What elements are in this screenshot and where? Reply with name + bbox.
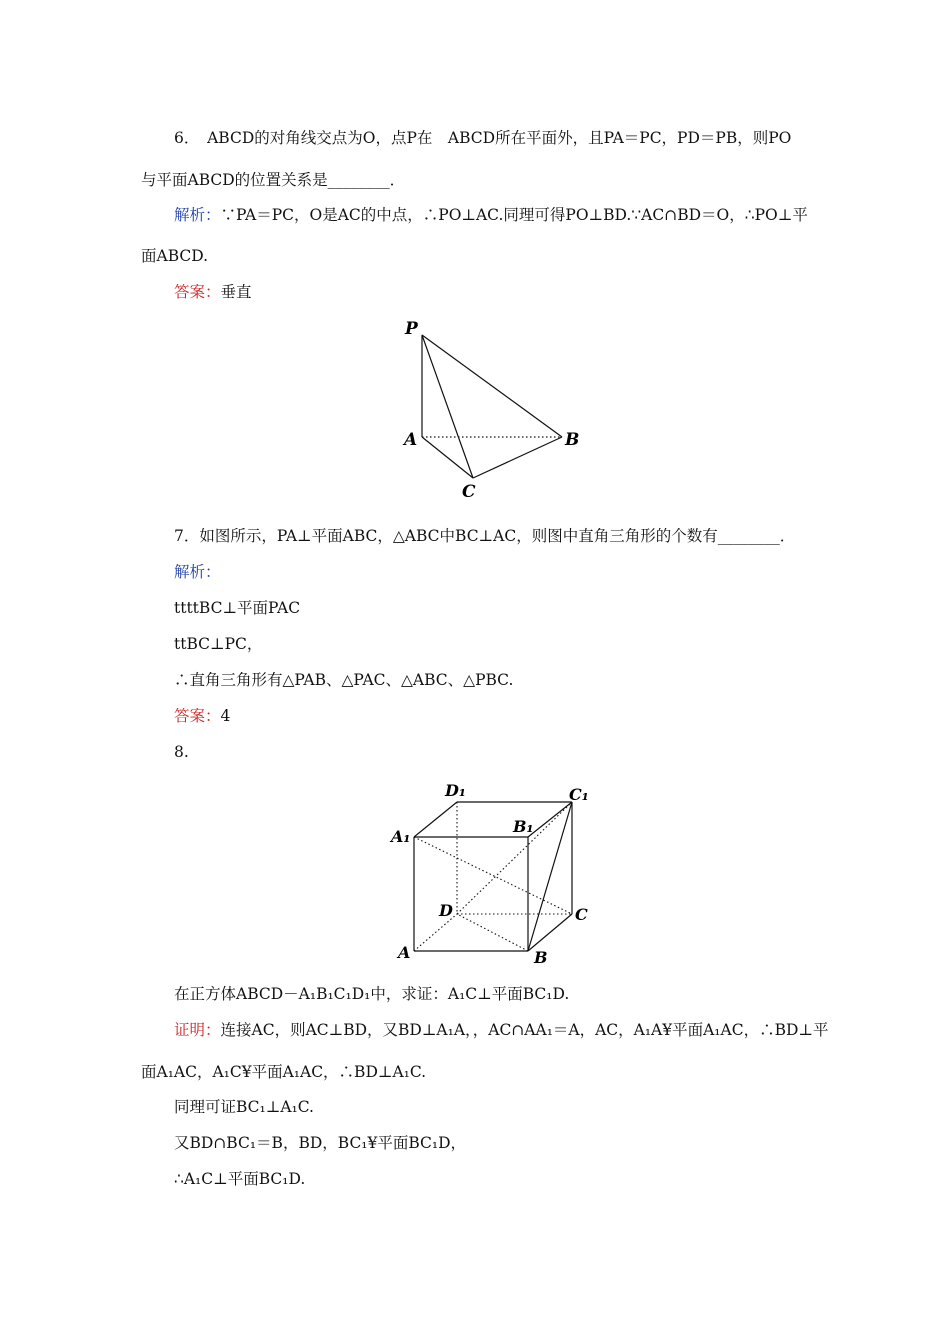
diag-A1C-hidden — [414, 837, 572, 914]
edge-PC — [422, 335, 473, 478]
label-D1: D₁ — [445, 781, 466, 800]
analysis-label: 解析： — [174, 563, 221, 581]
label-B1: B₁ — [513, 817, 534, 836]
label-P: P — [405, 319, 418, 339]
answer-label: 答案： — [174, 283, 221, 301]
q6-line2: 与平面ABCD的位置关系是________． — [141, 171, 406, 189]
q6-answer-text: 垂直 — [220, 283, 252, 301]
q6-analysis-line1: ∵PA＝PC，O是AC的中点，∴PO⊥AC.同理可得PO⊥BD.∵AC∩BD＝O，∴PO⊥平 — [220, 206, 808, 224]
edge-BC — [473, 437, 562, 478]
q7-answer-text: 4 — [220, 707, 231, 725]
proof-label: 证明： — [174, 1021, 221, 1039]
edge-A1D1 — [414, 802, 457, 837]
q8-proof-line1: 连接AC，则AC⊥BD，又BD⊥A₁A，，AC∩AA₁＝A，AC，A₁A¥平面A₁AC，∴BD⊥平 — [220, 1021, 829, 1039]
q7-step1: ttttBC⊥平面PAC — [174, 599, 301, 617]
q8-statement: 在正方体ABCD－A₁B₁C₁D₁中，求证：A₁C⊥平面BC₁D. — [174, 985, 570, 1003]
edge-B1C1 — [528, 802, 572, 837]
q7-line1: 7．如图所示，PA⊥平面ABC，△ABC中BC⊥AC，则图中直角三角形的个数有________． — [174, 527, 796, 545]
label-A: A — [398, 943, 411, 962]
q8-proof-line5: ∴A₁C⊥平面BC₁D. — [174, 1170, 306, 1188]
label-A1: A₁ — [391, 827, 411, 846]
q6-answer — [174, 282, 252, 302]
q8-proof-line3: 同理可证BC₁⊥A₁C. — [174, 1098, 314, 1116]
q6-line1: 6． ABCD的对角线交点为O，点P在 ABCD所在平面外，且PA＝PC，PD＝PB，则PO — [174, 129, 792, 147]
edge-BC — [528, 914, 572, 951]
q7-step3: ∴直角三角形有△PAB、△PAC、△ABC、△PBC. — [174, 671, 514, 689]
answer-label: 答案： — [174, 707, 221, 725]
label-B: B — [565, 430, 580, 450]
tetrahedron-figure — [395, 312, 595, 507]
label-C: C — [575, 905, 588, 924]
analysis-label: 解析： — [174, 206, 221, 224]
label-C: C — [462, 482, 476, 502]
q8-proof-line4: 又BD∩BC₁＝B，BD，BC₁¥平面BC₁D， — [174, 1134, 467, 1152]
label-D: D — [439, 901, 453, 920]
q7-step2: ttBC⊥PC， — [174, 635, 263, 653]
q7-analysis-label — [174, 562, 221, 582]
q8-proof-line2: 面A₁AC，A₁C¥平面A₁AC，∴BD⊥A₁C. — [141, 1063, 427, 1081]
q8-number: 8. — [174, 743, 189, 761]
diag-BC1 — [528, 802, 572, 951]
q6-analysis — [174, 205, 808, 225]
q8-proof — [174, 1020, 828, 1040]
diag-BD-hidden — [457, 914, 528, 951]
label-A: A — [404, 430, 418, 450]
edge-PB — [422, 335, 562, 437]
q6-analysis-line2: 面ABCD. — [141, 247, 209, 265]
q7-answer — [174, 706, 230, 726]
label-B: B — [534, 948, 548, 967]
cube-figure — [385, 776, 600, 971]
label-C1: C₁ — [569, 785, 589, 804]
